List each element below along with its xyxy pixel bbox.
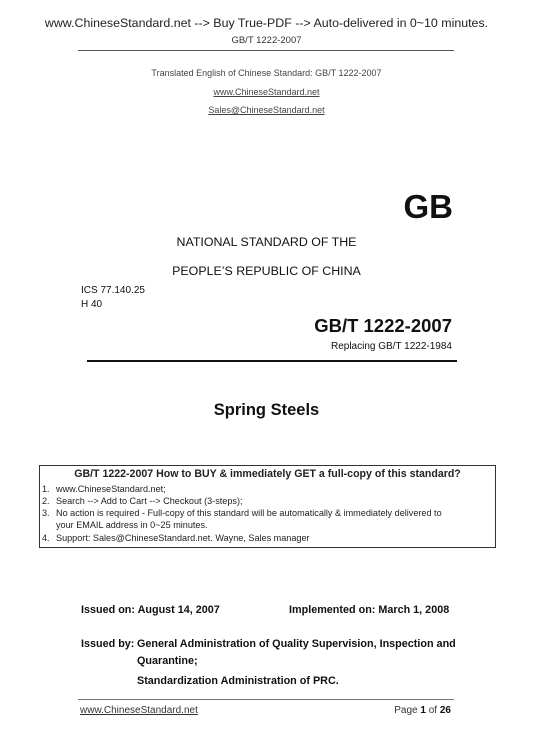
issuer-line-1-continued: Quarantine; (137, 655, 198, 667)
ics-code: ICS 77.140.25 (81, 285, 145, 296)
translation-note: Translated English of Chinese Standard: GB/T 1222-2007 (151, 68, 382, 78)
buy-step-text: your EMAIL address in 0~25 minutes. (56, 520, 208, 530)
buy-step-text: No action is required - Full-copy of this standard will be automatically & immediately delivered to (56, 508, 442, 518)
buy-step-2 (42, 496, 243, 507)
translation-website-link[interactable]: www.ChineseStandard.net (213, 87, 320, 97)
page-current: 1 (420, 705, 426, 716)
buy-step-number: 3. (42, 508, 50, 518)
gb-mark: GB (403, 188, 453, 225)
implemented-on-date: Implemented on: March 1, 2008 (289, 604, 450, 616)
buy-step-1 (42, 484, 166, 495)
buy-box-heading: GB/T 1222-2007 How to BUY & immediately GET a full-copy of this standard? (74, 468, 461, 480)
buy-step-text[interactable]: Support: Sales@ChineseStandard.net. Wayne, Sales manager (56, 533, 310, 543)
buy-info-box (39, 465, 496, 548)
buy-step-text: Search --> Add to Cart --> Checkout (3-steps); (56, 496, 243, 506)
buy-step-number: 4. (42, 533, 50, 543)
title-divider (87, 360, 457, 362)
replacing-note: Replacing GB/T 1222-1984 (330, 341, 452, 352)
issuer-line-1: General Administration of Quality Supervision, Inspection and (137, 638, 456, 650)
buy-step-number: 2. (42, 496, 50, 506)
footer-divider (78, 699, 454, 700)
classification-code: H 40 (81, 299, 103, 310)
standard-number: GB/T 1222-2007 (314, 315, 452, 336)
issued-on-date: Issued on: August 14, 2007 (81, 604, 220, 616)
page-prefix: Page (394, 705, 418, 716)
buy-step-number: 1. (42, 484, 50, 494)
buy-step-text[interactable]: www.ChineseStandard.net; (56, 484, 166, 494)
issued-by-label: Issued by: (81, 638, 135, 650)
translation-email-link[interactable]: Sales@ChineseStandard.net (208, 105, 325, 115)
buy-step-4 (42, 533, 310, 544)
buy-step-3 (42, 508, 442, 519)
page-of: of (428, 705, 438, 716)
header-doc-id: GB/T 1222-2007 (231, 35, 302, 46)
page-indicator (394, 705, 451, 716)
footer-website-link[interactable]: www.ChineseStandard.net (80, 705, 198, 716)
national-standard-line-1: NATIONAL STANDARD OF THE (176, 235, 357, 249)
header-divider (78, 50, 454, 51)
header-banner: www.ChineseStandard.net --> Buy True-PDF --> Auto-delivered in 0~10 minutes. (44, 16, 489, 30)
standard-title: Spring Steels (213, 401, 320, 419)
issuer-line-2: Standardization Administration of PRC. (137, 675, 339, 687)
buy-step-3-continued (56, 520, 208, 531)
national-standard-line-2: PEOPLE’S REPUBLIC OF CHINA (172, 264, 361, 278)
page-total: 26 (439, 705, 451, 716)
